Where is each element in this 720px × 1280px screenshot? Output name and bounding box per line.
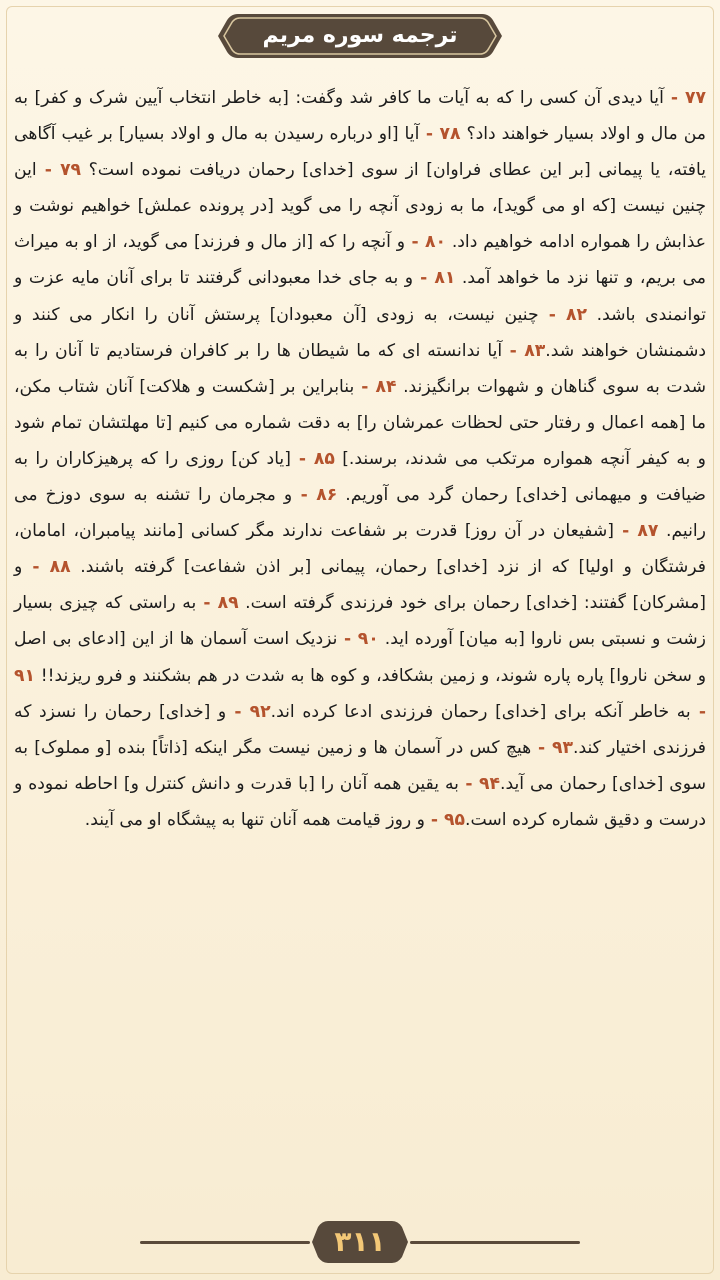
- verse-text: آیا دیدی آن کسی را که به آیات ما کافر شد وگفت: [به خاطر انتخاب آیین شرک و کفر] به من مال و اولاد بسیار خواهند داد؟: [14, 88, 706, 145]
- verse-number: ۸۱ -: [413, 268, 456, 289]
- verse-text: و [خدای] رحمان را نسزد که فرزندی اختیار کند.: [14, 701, 706, 758]
- page-title: ترجمه سوره مریم: [262, 23, 458, 48]
- verse-text: آیا ندانسته ای که ما شیطان ها را بر کافران فرستادیم تا آنان را به شدت به سوی گناهان و شهوات برانگیزند.: [14, 340, 706, 397]
- verse-text: بنابراین بر [شکست و هلاکت] آنان شتاب مکن، ما [همه اعمال و رفتار حتی لحظات عمرشان را] به دقت شماره می کنیم [تا مهلتشان تمام شود و به کیفر آنچه همواره مرتکب می شدند، برسند.]: [14, 376, 706, 469]
- verse-number: ۸۶ -: [292, 485, 338, 506]
- verse-text: و [مشرکان] گفتند: [خدای] رحمان برای خود فرزندی گرفته است.: [14, 557, 706, 614]
- verse-text: به خاطر آنکه برای [خدای] رحمان فرزندی ادعا کرده اند.: [270, 701, 691, 722]
- verse-text: به راستی که چیزی بسیار زشت و نسبتی بس ناروا [به میان] آورده اید.: [14, 593, 706, 650]
- verse-number: ۷۹ -: [36, 160, 82, 181]
- verse-number: ۸۵ -: [290, 448, 335, 469]
- verse-text: این چنین نیست [که او می گوید]، ما به زودی آنچه را می گوید [در پرونده عملش] خواهیم نوشت و عذابش را همواره ادامه خواهیم داد.: [14, 160, 706, 253]
- verse-text: چنین نیست، به زودی [آن معبودان] پرستش آنان را انکار می کنند و دشمنشان خواهند شد.: [14, 304, 706, 361]
- verse-number: ۷۸ -: [419, 124, 461, 145]
- verse-number: ۷۷ -: [663, 88, 706, 108]
- verse-text: و روز قیامت همه آنان تنها به پیشگاه او می آیند.: [84, 809, 425, 830]
- verse-number: ۹۵ -: [424, 809, 466, 830]
- verse-text: به یقین همه آنان را [با قدرت و دانش کنترل و] احاطه نموده و درست و دقیق شماره کرده است.: [14, 773, 706, 830]
- verse-text: هیچ کس در آسمان ها و زمین نیست مگر اینکه [ذاتاً] بنده [و مملوک] به سوی [خدای] رحمان می آید.: [14, 737, 706, 794]
- verse-number: ۸۸ -: [22, 557, 71, 578]
- verse-text: و آنچه را که [از مال و فرزند] می گوید، از او به میراث می بریم، و تنها نزد ما خواهد آمد.: [14, 232, 706, 289]
- verse-number: ۸۴ -: [354, 376, 397, 397]
- verse-number: ۹۱ -: [14, 665, 706, 722]
- page-number: ۳۱۱: [334, 1225, 386, 1258]
- translation-text: [14, 80, 706, 838]
- verse-text: آیا [او درباره رسیدن به مال و اولاد بسیار] بر غیب آگاهی یافته، یا پیمانی [بر این عطای فراوان] از سوی [خدای] رحمان دریافت نموده است؟: [14, 124, 706, 181]
- title-banner: [216, 12, 504, 60]
- verse-text: [یاد کن] روزی را که پرهیزکاران را به ضیافت و میهمانی [خدای] رحمان گرد می آوریم.: [14, 448, 706, 506]
- verse-text: و مجرمان را تشنه به سوی دوزخ می رانیم.: [14, 485, 706, 542]
- verse-number: ۸۹ -: [196, 593, 239, 614]
- verse-number: ۹۲ -: [226, 701, 271, 722]
- verse-number: ۸۷ -: [613, 521, 659, 542]
- page-number-badge: [310, 1219, 410, 1265]
- verse-number: ۹۰ -: [337, 629, 379, 650]
- verse-number: ۹۴ -: [458, 773, 500, 794]
- verse-text: [شفیعان در آن روز] قدرت بر شفاعت ندارند مگر کسانی [مانند پیامبران، امامان، فرشتگان و اولیا] که از نزد [خدای] رحمان، پیمانی [بر اذن شفاعت] گرفته باشند.: [14, 521, 707, 578]
- verse-text: نزدیک است آسمان ها از این [ادعای بی اصل و سخن ناروا] پاره پاره شوند، و زمین بشکافد، و کوه ها به شدت در هم بشکنند و فرو ریزند!!: [14, 629, 706, 686]
- verse-number: ۸۲ -: [538, 304, 588, 325]
- footer-line-right: [410, 1241, 580, 1244]
- verse-text: و به جای خدا معبودانی گرفتند تا برای آنان مایه عزت و توانمندی باشد.: [14, 268, 706, 325]
- verse-number: ۸۰ -: [405, 232, 446, 253]
- verse-number: ۹۳ -: [531, 737, 573, 758]
- verses-paragraph: [14, 80, 706, 838]
- footer-line-left: [140, 1241, 310, 1244]
- verse-number: ۸۳ -: [502, 340, 546, 361]
